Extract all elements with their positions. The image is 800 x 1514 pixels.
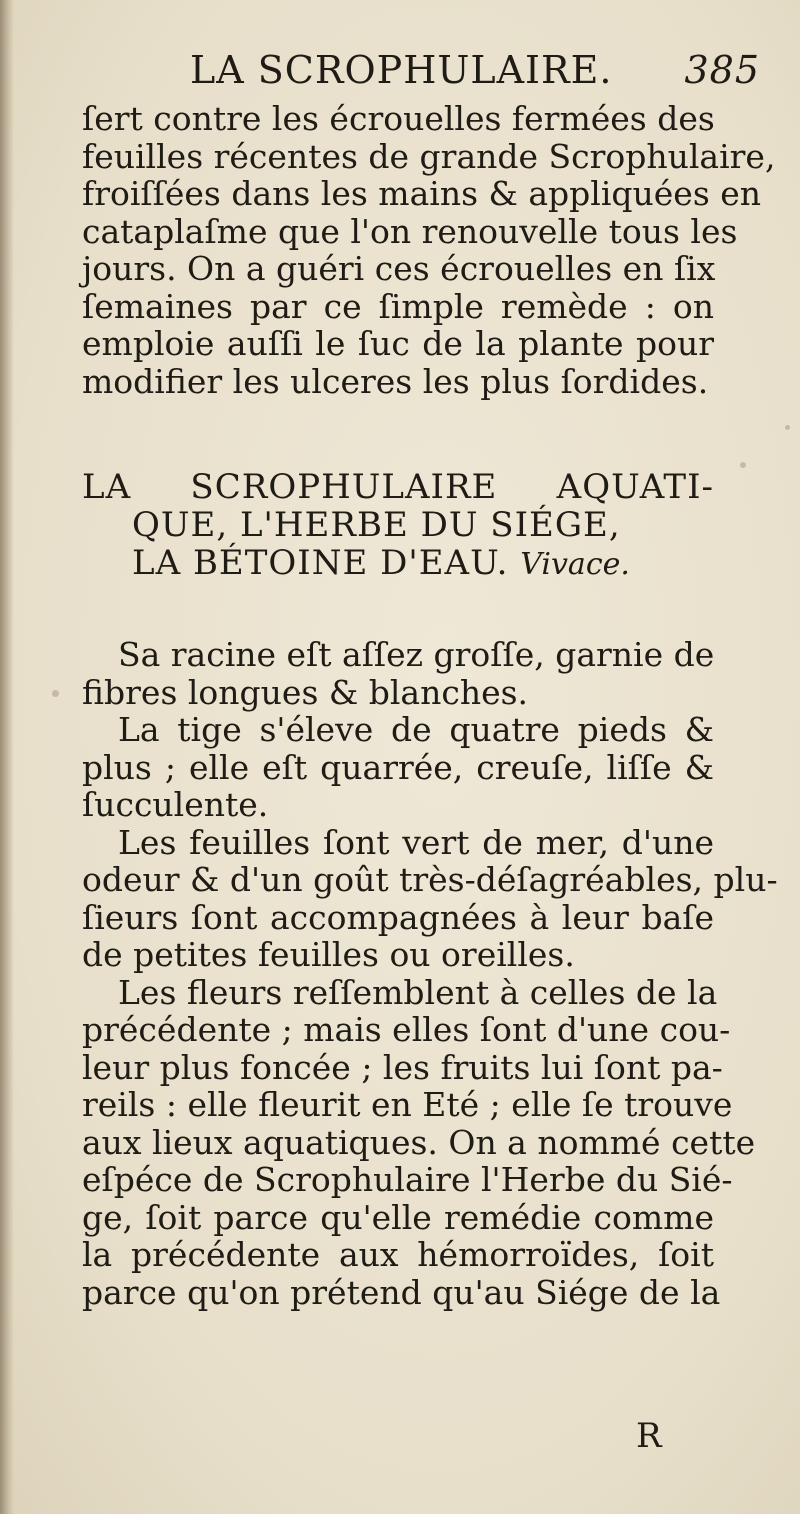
text-line: leur plus foncée ; les fruits lui ſont pa- [82, 1047, 723, 1087]
description-body [82, 635, 778, 1312]
paper-spot [740, 462, 746, 468]
text-line: plus ; elle eſt quarrée, creuſe, liſſe & [82, 747, 714, 787]
text-line: ſert contre les écrouelles fermées des [82, 99, 715, 138]
text-line: froiſſées dans les mains & appliquées en [82, 174, 762, 213]
text-line: Les feuilles ſont vert de mer, d'une [118, 822, 714, 862]
heading-line-2: QUE, L'HERBE DU SIÉGE, [132, 505, 621, 545]
running-head [190, 48, 760, 98]
text-line: modifier les ulceres les plus ſordides. [82, 361, 709, 401]
text-line: reils : elle fleurit en Eté ; elle ſe trouve [82, 1085, 733, 1124]
text-line: ge, ſoit parce qu'elle remédie comme [82, 1197, 714, 1237]
text-line: précédente ; mais elles ſont d'une cou- [82, 1010, 731, 1049]
heading-line-3-text: LA BÉTOINE D'EAU. [132, 543, 509, 583]
text-line: Les fleurs reſſemblent à celles de la [118, 972, 718, 1012]
text-line: emploie auſſi le ſuc de la plante pour [82, 324, 714, 363]
page-number: 385 [684, 48, 760, 92]
text-line: parce qu'on prétend qu'au Siége de la [82, 1272, 721, 1312]
text-line: Sa racine eſt aſſez groſſe, garnie de [118, 635, 715, 674]
section-heading [82, 468, 714, 582]
text-line: ſucculente. [82, 785, 269, 824]
heading-duration: Vivace. [520, 547, 630, 582]
signature-mark: R [636, 1416, 662, 1456]
paper-spot [52, 690, 59, 697]
heading-line-3 [82, 544, 714, 582]
page-edge-shadow [0, 0, 14, 1514]
paragraph-continued [82, 99, 776, 401]
text-line: fibres longues & blanches. [82, 672, 529, 712]
text-line: la précédente aux hémorroïdes, ſoit [82, 1235, 714, 1274]
text-line: feuilles récentes de grande Scrophulaire, [82, 136, 776, 176]
text-line: eſpéce de Scrophulaire l'Herbe du Sié- [82, 1160, 733, 1199]
text-line: cataplaſme que l'on renouvelle tous les [82, 211, 738, 251]
text-line: La tige s'éleve de quatre pieds & [118, 710, 714, 749]
heading-line-1: LA SCROPHULAIRE AQUATI- [82, 467, 714, 507]
text-line: ſemaines par ce ſimple remède : on [82, 286, 714, 326]
text-line: ſieurs ſont accompagnées à leur baſe [82, 897, 714, 937]
text-line: aux lieux aquatiques. On a nommé cette [82, 1122, 756, 1162]
text-line: odeur & d'un goût très-déſagréables, plu- [82, 860, 778, 899]
running-title: LA SCROPHULAIRE. [190, 48, 613, 92]
text-line: de petites feuilles ou oreilles. [82, 935, 575, 974]
text-line: jours. On a guéri ces écrouelles en ſix [82, 249, 716, 288]
paper-spot [785, 425, 790, 430]
